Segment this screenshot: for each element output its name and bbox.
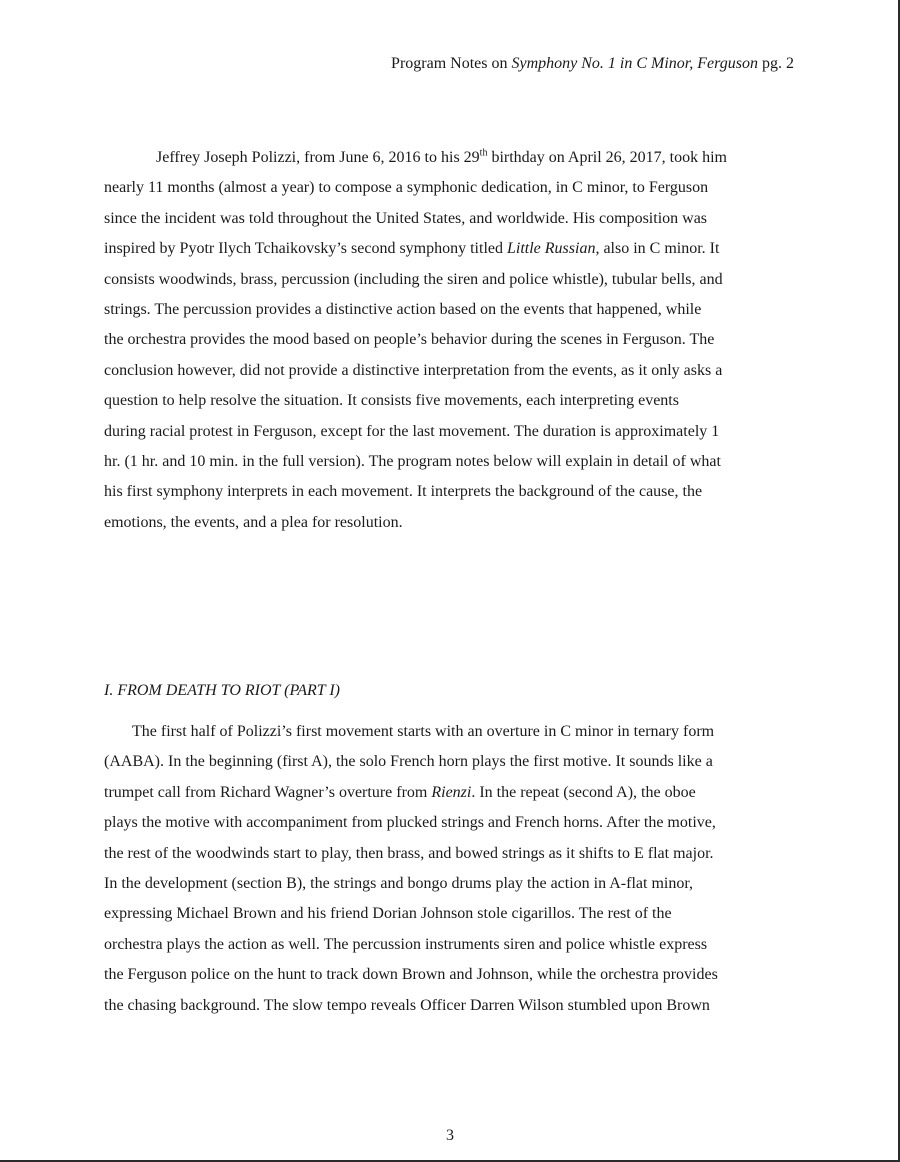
movement-line: the chasing background. The slow tempo reveals Officer Darren Wilson stumbled upon Brown [104, 996, 710, 1014]
intro-line: emotions, the events, and a plea for resolution. [104, 513, 403, 531]
intro-line: since the incident was told throughout the United States, and worldwide. His composition was [104, 209, 708, 227]
header-prefix: Program Notes on [391, 55, 512, 72]
header-title: Symphony No. 1 in C Minor, Ferguson [511, 55, 758, 72]
movement-line: the rest of the woodwinds start to play, then brass, and bowed strings as it shifts to E flat major. [104, 844, 714, 862]
movement-line: trumpet call from Richard Wagner’s overture from Rienzi. In the repeat (second A), the oboe [104, 783, 696, 801]
intro-line: conclusion however, did not provide a distinctive interpretation from the events, as it only asks a [104, 361, 723, 379]
intro-line: his first symphony interprets in each movement. It interprets the background of the cause, the [104, 483, 703, 501]
intro-line: nearly 11 months (almost a year) to compose a symphonic dedication, in C minor, to Ferguson [104, 179, 709, 197]
movement-line: the Ferguson police on the hunt to track down Brown and Johnson, while the orchestra provides [104, 966, 718, 984]
intro-line: the orchestra provides the mood based on people’s behavior during the scenes in Ferguson. The [104, 331, 715, 349]
intro-paragraph [104, 143, 792, 538]
page-number: 3 [446, 1127, 454, 1144]
movement-line: expressing Michael Brown and his friend Dorian Johnson stole cigarillos. The rest of the [104, 905, 672, 923]
movement-line: (AABA). In the beginning (first A), the solo French horn plays the first motive. It sounds like a [104, 753, 713, 771]
section-heading: I. FROM DEATH TO RIOT (PART I) [104, 682, 340, 699]
intro-line: consists woodwinds, brass, percussion (including the siren and police whistle), tubular bells, and [104, 270, 723, 288]
movement-line: plays the motive with accompaniment from plucked strings and French horns. After the motive, [104, 814, 716, 832]
movement-line: In the development (section B), the strings and bongo drums play the action in A-flat minor, [104, 874, 694, 892]
movement-line: The first half of Polizzi’s first movement starts with an overture in C minor in ternary form [132, 723, 715, 740]
intro-line: during racial protest in Ferguson, except for the last movement. The duration is approximately 1 [104, 422, 720, 440]
running-header [391, 52, 794, 76]
header-page-ref: pg. 2 [758, 55, 794, 72]
movement-paragraph [104, 717, 792, 1021]
movement-line: orchestra plays the action as well. The percussion instruments siren and police whistle express [104, 935, 708, 953]
intro-line: hr. (1 hr. and 10 min. in the full version). The program notes below will explain in detail of what [104, 452, 721, 470]
intro-line: strings. The percussion provides a distinctive action based on the events that happened, while [104, 300, 702, 318]
intro-line: inspired by Pyotr Ilych Tchaikovsky’s second symphony titled Little Russian, also in C minor. It [104, 240, 720, 258]
ordinal-superscript: th [479, 147, 488, 159]
intro-line: question to help resolve the situation. It consists five movements, each interpreting events [104, 392, 679, 410]
intro-line: Jeffrey Joseph Polizzi, from June 6, 2016 to his 29th birthday on April 26, 2017, took him [156, 147, 727, 166]
work-title-little-russian: Little Russian [507, 240, 596, 258]
work-title-rienzi: Rienzi [431, 783, 472, 801]
